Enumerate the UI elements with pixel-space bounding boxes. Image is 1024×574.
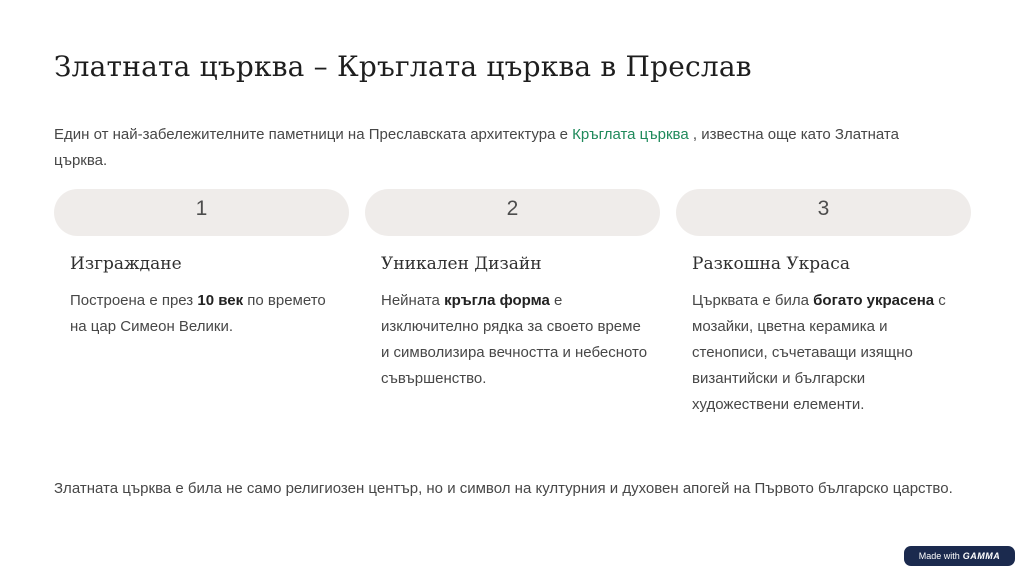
card-number-pill: [365, 189, 660, 236]
card-number-pill: [54, 189, 349, 236]
conclusion-paragraph: Златната църква е била не само религиозен център, но и символ на културния и духовен апогей на Първото българско царство.: [54, 480, 953, 497]
page-title: Златната църква – Кръглата църква в Преслав: [54, 50, 752, 83]
card-construction: [54, 189, 349, 340]
card-text-bold: кръгла форма: [444, 292, 550, 309]
card-heading: Уникален Дизайн: [381, 254, 542, 274]
card-number: 1: [195, 196, 208, 220]
round-church-link[interactable]: Кръглата църква: [572, 126, 689, 143]
intro-text-after: , известна още като Златната църква.: [54, 126, 899, 169]
intro-text-before: Един от най-забележителните паметници на Преславската архитектура е: [54, 126, 573, 143]
card-unique-design: [365, 189, 660, 392]
card-number: 2: [506, 196, 519, 220]
card-heading: Изграждане: [70, 254, 182, 274]
card-text-before: Построена е през: [70, 292, 198, 309]
card-text-after: с мозайки, цветна керамика и стенописи, съчетаващи изящно византийски и български художествени елементи.: [692, 292, 946, 413]
intro-paragraph: [54, 122, 954, 174]
badge-prefix: Made with: [918, 551, 960, 561]
gamma-logo: GAMMA: [962, 551, 1001, 561]
card-text-after: по времето на цар Симеон Велики.: [70, 292, 326, 335]
card-text-bold: 10 век: [197, 292, 244, 309]
card-heading: Разкошна Украса: [692, 254, 850, 274]
card-text: [692, 288, 962, 418]
made-with-gamma-badge[interactable]: [904, 546, 1015, 566]
card-number-pill: [676, 189, 971, 236]
card-text-before: Нейната: [381, 292, 445, 309]
card-lavish-decoration: [676, 189, 971, 418]
card-text-bold: богато украсена: [813, 292, 935, 309]
card-text: [70, 288, 340, 340]
card-text-before: Църквата е била: [692, 292, 814, 309]
card-text-after: е изключително рядка за своето време и символизира вечността и небесното съвършенство.: [381, 292, 648, 387]
card-text: [381, 288, 651, 392]
card-number: 3: [817, 196, 830, 220]
